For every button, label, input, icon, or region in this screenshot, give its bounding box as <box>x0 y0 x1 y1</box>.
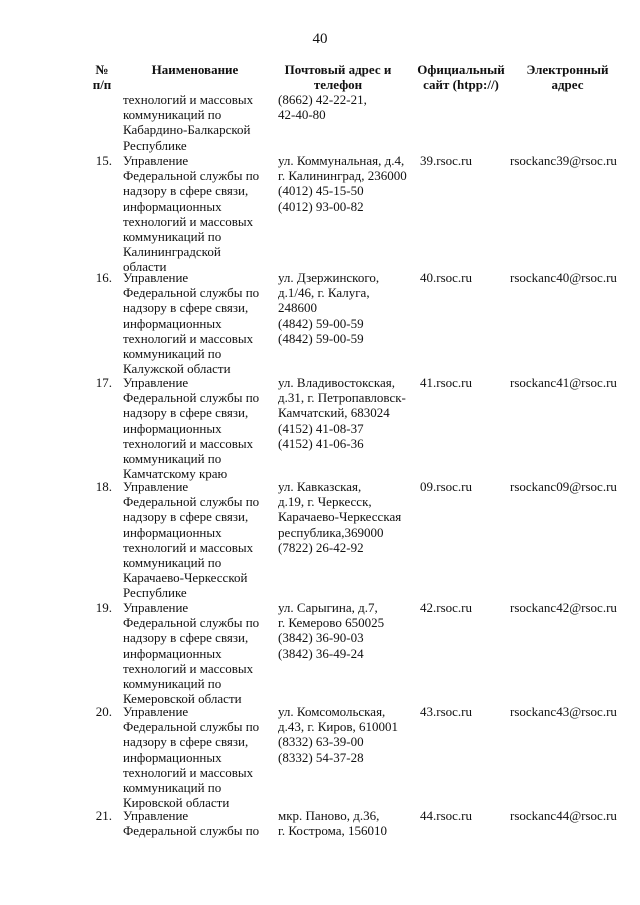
row-email: rsockanc42@rsoc.ru <box>510 600 617 615</box>
row-name: Управление Федеральной службы по надзору в сфере связи, информационных технологий и массовых коммуникаций по Кировской области <box>123 704 260 811</box>
row-site: 39.rsoc.ru <box>420 153 472 168</box>
row-name: Управление Федеральной службы по надзору в сфере связи, информационных технологий и массовых коммуникаций по Калужской области <box>123 270 260 377</box>
row-site: 09.rsoc.ru <box>420 479 472 494</box>
row-name: технологий и массовых коммуникаций по Кабардино-Балкарской Республике <box>123 92 254 153</box>
header-name: Наименование <box>151 62 239 77</box>
page-number: 40 <box>312 31 328 47</box>
row-address: (8662) 42-22-21, 42-40-80 <box>278 92 367 123</box>
table-row <box>0 479 640 600</box>
row-email: rsockanc44@rsoc.ru <box>510 808 617 823</box>
row-name: Управление Федеральной службы по надзору в сфере связи, информационных технологий и массовых коммуникаций по Калининградской области <box>123 153 260 275</box>
row-name: Управление Федеральной службы по надзору в сфере связи, информационных технологий и массовых коммуникаций по Карачаево-Черкесской Республике <box>123 479 260 601</box>
table-row <box>0 92 640 153</box>
row-number: 18. <box>95 479 112 494</box>
row-email: rsockanc43@rsoc.ru <box>510 704 617 719</box>
row-site: 41.rsoc.ru <box>420 375 472 390</box>
header-email: Электронный адрес <box>526 62 609 92</box>
row-address: ул. Коммунальная, д.4, г. Калининград, 236000 (4012) 45-15-50 (4012) 93-00-82 <box>278 153 407 214</box>
table-row <box>0 808 640 842</box>
row-email: rsockanc41@rsoc.ru <box>510 375 617 390</box>
header-address: Почтовый адрес и телефон <box>284 62 392 92</box>
row-name: Управление Федеральной службы по надзору в сфере связи, информационных технологий и массовых коммуникаций по Камчатскому краю <box>123 375 260 482</box>
row-address: ул. Кавказская, д.19, г. Черкесск, Карачаево-Черкесская республика,369000 (7822) 26-42-92 <box>278 479 402 555</box>
row-site: 44.rsoc.ru <box>420 808 472 823</box>
table-row <box>0 270 640 375</box>
row-email: rsockanc39@rsoc.ru <box>510 153 617 168</box>
table-row <box>0 704 640 811</box>
row-number: 17. <box>95 375 112 390</box>
row-address: ул. Дзержинского, д.1/46, г. Калуга, 248600 (4842) 59-00-59 (4842) 59-00-59 <box>278 270 380 346</box>
row-site: 43.rsoc.ru <box>420 704 472 719</box>
row-email: rsockanc09@rsoc.ru <box>510 479 617 494</box>
row-number: 21. <box>95 808 112 823</box>
header-num: № п/п <box>92 62 112 92</box>
row-site: 42.rsoc.ru <box>420 600 472 615</box>
row-name: Управление Федеральной службы по <box>123 808 260 839</box>
row-site: 40.rsoc.ru <box>420 270 472 285</box>
row-name: Управление Федеральной службы по надзору в сфере связи, информационных технологий и массовых коммуникаций по Кемеровской области <box>123 600 260 707</box>
row-number: 15. <box>95 153 112 168</box>
row-number: 16. <box>95 270 112 285</box>
row-address: ул. Комсомольская, д.43, г. Киров, 610001 (8332) 63-39-00 (8332) 54-37-28 <box>278 704 398 765</box>
row-address: мкр. Паново, д.36, г. Кострома, 156010 <box>278 808 387 839</box>
table-row <box>0 600 640 707</box>
row-address: ул. Сарыгина, д.7, г. Кемерово 650025 (3842) 36-90-03 (3842) 36-49-24 <box>278 600 385 661</box>
row-email: rsockanc40@rsoc.ru <box>510 270 617 285</box>
organization-table <box>0 92 640 842</box>
table-row <box>0 153 640 275</box>
row-number: 20. <box>95 704 112 719</box>
row-address: ул. Владивостокская, д.31, г. Петропавловск- Камчатский, 683024 (4152) 41-08-37 (4152) 41-06-36 <box>278 375 406 451</box>
table-row <box>0 375 640 482</box>
row-number: 19. <box>95 600 112 615</box>
header-site: Официальный сайт (htpp://) <box>417 62 505 92</box>
